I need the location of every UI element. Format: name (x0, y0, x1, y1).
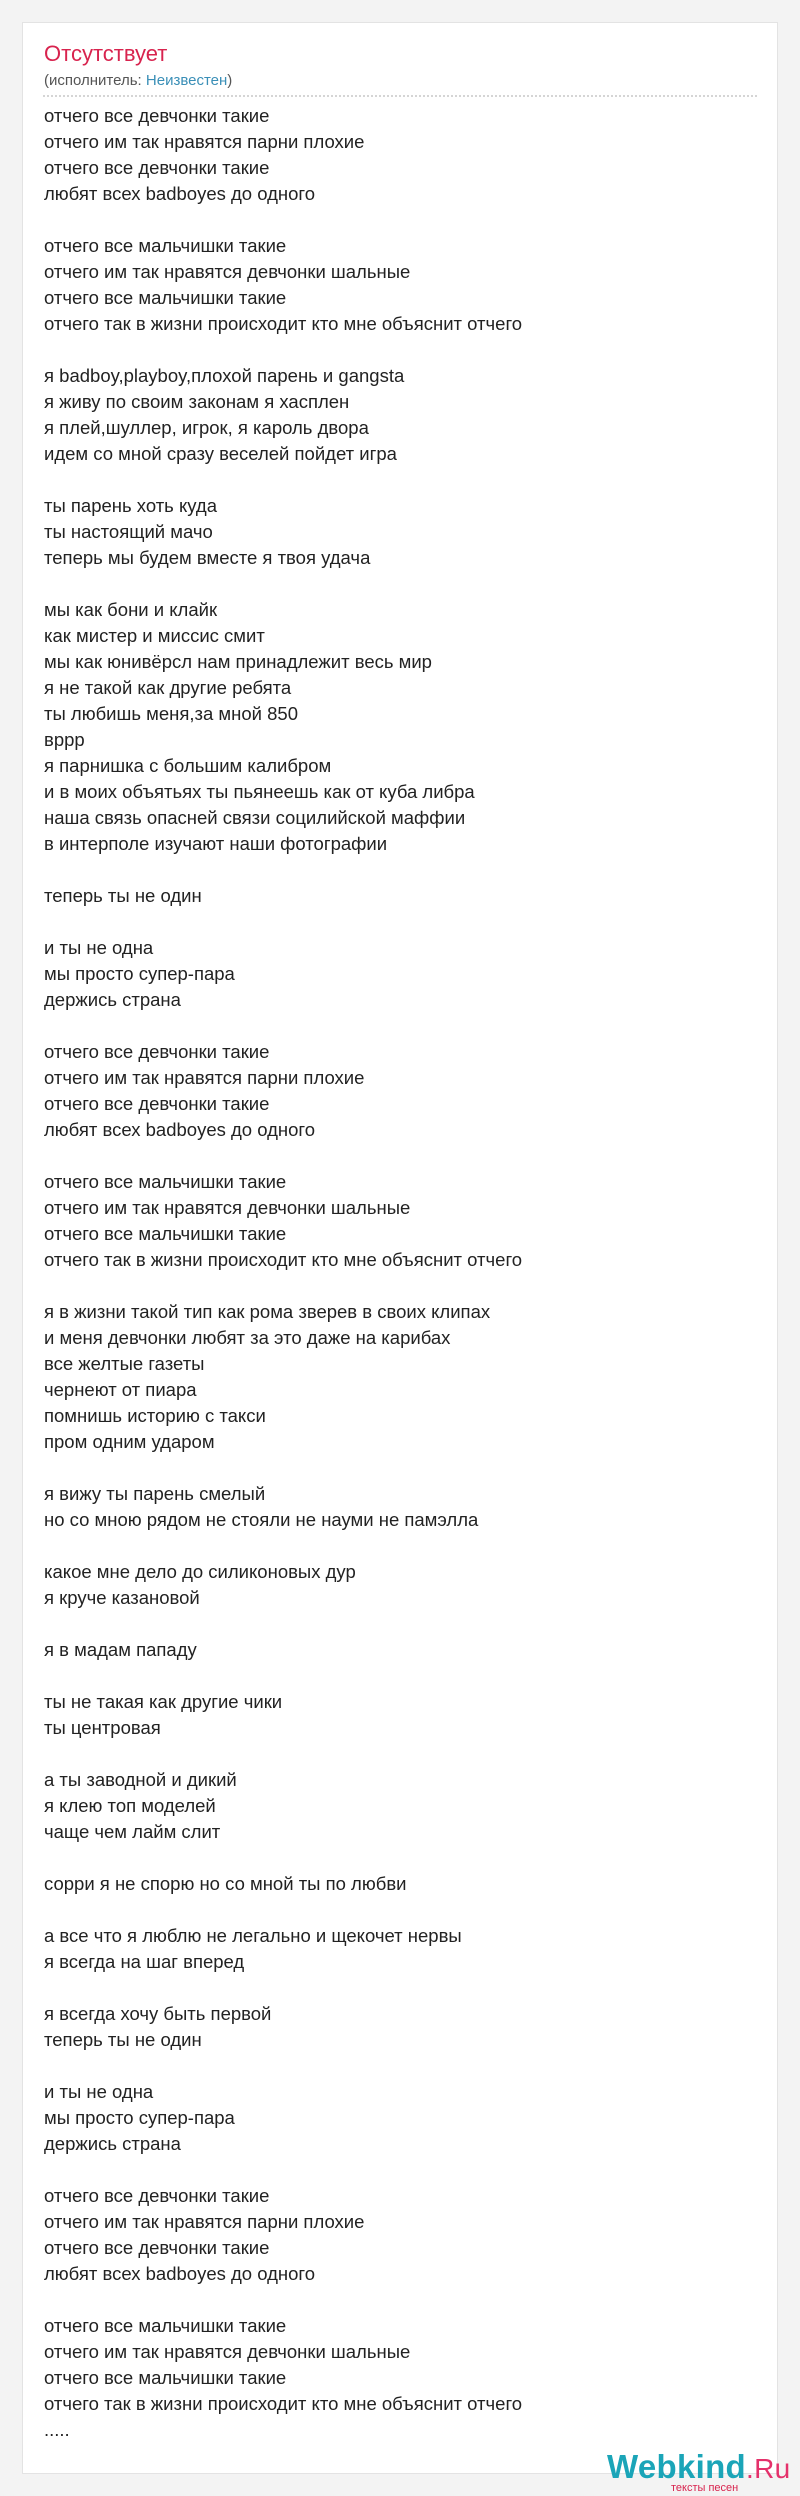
lyric-line: я плей,шуллер, игрок, я кароль двора (44, 417, 369, 438)
lyric-line: ты не такая как другие чики (44, 1691, 283, 1712)
artist-line (44, 71, 232, 91)
lyric-line: ты центровая (44, 1717, 161, 1738)
lyric-line: отчего им так нравятся девчонки шальные (44, 1197, 411, 1218)
lyric-line: в интерполе изучают наши фотографии (44, 833, 388, 854)
artist-link[interactable]: Неизвестен (145, 72, 228, 89)
lyric-line: мы как юнивёрсл нам принадлежит весь мир (44, 651, 432, 672)
lyric-line: отчего им так нравятся девчонки шальные (44, 2341, 411, 2362)
lyric-line: отчего все мальчишки такие (44, 1223, 287, 1244)
lyric-line: отчего так в жизни происходит кто мне объяснит отчего (44, 2393, 523, 2414)
lyric-line: я всегда на шаг вперед (44, 1951, 245, 1972)
lyric-line: чаще чем лайм слит (44, 1821, 221, 1842)
lyric-line: но со мною рядом не стояли не науми не памэлла (44, 1509, 479, 1530)
lyric-line: какое мне дело до силиконовых дур (44, 1561, 356, 1582)
stanza-break (44, 1845, 764, 1871)
stanza-break (44, 467, 764, 493)
lyric-line: отчего все мальчишки такие (44, 2315, 287, 2336)
lyric-line: все желтые газеты (44, 1353, 205, 1374)
webkind-logo[interactable] (607, 2448, 791, 2496)
stanza-break (44, 909, 764, 935)
lyric-line: отчего все мальчишки такие (44, 1171, 287, 1192)
artist-suffix: ) (227, 72, 233, 89)
lyric-line: пром одним ударом (44, 1431, 215, 1452)
lyric-line: отчего им так нравятся парни плохие (44, 131, 365, 152)
lyric-line: отчего им так нравятся парни плохие (44, 2211, 365, 2232)
lyric-line: чернеют от пиара (44, 1379, 197, 1400)
lyric-line: мы как бони и клайк (44, 599, 218, 620)
lyric-line: я в мадам пападу (44, 1639, 197, 1660)
lyric-line: сорри я не спорю но со мной ты по любви (44, 1873, 407, 1894)
lyrics-body (44, 103, 764, 2443)
lyric-line: наша связь опасней связи социлийской маффии (44, 807, 466, 828)
stanza-break (44, 1455, 764, 1481)
stanza-break (44, 2287, 764, 2313)
lyric-line: я в жизни такой тип как рома зверев в своих клипах (44, 1301, 491, 1322)
logo-name: Webkind (607, 2448, 746, 2485)
lyric-line: мы просто супер-пара (44, 963, 235, 984)
title-divider (43, 95, 757, 97)
lyric-line: отчего им так нравятся парни плохие (44, 1067, 365, 1088)
artist-prefix: (исполнитель: (44, 72, 142, 89)
stanza-break (44, 1663, 764, 1689)
lyric-line: и ты не одна (44, 937, 154, 958)
lyric-line: отчего все девчонки такие (44, 1041, 270, 1062)
lyric-line: отчего все мальчишки такие (44, 287, 287, 308)
lyric-line: ты парень хоть куда (44, 495, 217, 516)
lyric-line: отчего все девчонки такие (44, 2237, 270, 2258)
lyric-line: любят всех badboyes до одного (44, 1119, 316, 1140)
lyric-line: держись страна (44, 2133, 181, 2154)
lyric-line: вррр (44, 729, 85, 750)
stanza-break (44, 1273, 764, 1299)
lyric-line: я круче казановой (44, 1587, 200, 1608)
lyric-line: отчего все мальчишки такие (44, 2367, 287, 2388)
lyric-line: отчего так в жизни происходит кто мне объяснит отчего (44, 313, 523, 334)
lyric-line: ты настоящий мачо (44, 521, 213, 542)
lyric-line: отчего все девчонки такие (44, 157, 270, 178)
stanza-break (44, 1975, 764, 2001)
lyric-line: отчего им так нравятся девчонки шальные (44, 261, 411, 282)
lyric-line: держись страна (44, 989, 181, 1010)
logo-tld: .Ru (746, 2453, 791, 2484)
lyrics-page (22, 22, 791, 2494)
lyric-line: я парнишка с большим калибром (44, 755, 332, 776)
stanza-break (44, 857, 764, 883)
stanza-break (44, 337, 764, 363)
stanza-break (44, 2157, 764, 2183)
lyric-line: и меня девчонки любят за это даже на карибах (44, 1327, 451, 1348)
lyric-line: я вижу ты парень смелый (44, 1483, 266, 1504)
lyric-line: я всегда хочу быть первой (44, 2003, 272, 2024)
lyric-line: отчего все девчонки такие (44, 2185, 270, 2206)
lyric-line: теперь мы будем вместе я твоя удача (44, 547, 371, 568)
lyric-line: идем со мной сразу веселей пойдет игра (44, 443, 397, 464)
stanza-break (44, 207, 764, 233)
lyric-line: отчего так в жизни происходит кто мне объяснит отчего (44, 1249, 523, 1270)
stanza-break (44, 1611, 764, 1637)
lyric-line: как мистер и миссис смит (44, 625, 265, 646)
stanza-break (44, 1533, 764, 1559)
stanza-break (44, 571, 764, 597)
logo-tagline: тексты песен (671, 2482, 739, 2494)
lyric-line: любят всех badboyes до одного (44, 2263, 316, 2284)
lyric-line: отчего все девчонки такие (44, 105, 270, 126)
stanza-break (44, 1143, 764, 1169)
lyric-line: и в моих объятьях ты пьянеешь как от куба либра (44, 781, 475, 802)
stanza-break (44, 2053, 764, 2079)
lyric-line: я клею топ моделей (44, 1795, 216, 1816)
lyric-line: отчего все девчонки такие (44, 1093, 270, 1114)
lyric-line: ..... (44, 2419, 70, 2440)
lyric-line: я badboy,playboy,плохой парень и gangsta (44, 365, 405, 386)
stanza-break (44, 1741, 764, 1767)
lyric-line: а ты заводной и дикий (44, 1769, 237, 1790)
lyric-line: и ты не одна (44, 2081, 154, 2102)
lyric-line: отчего все мальчишки такие (44, 235, 287, 256)
lyric-line: мы просто супер-пара (44, 2107, 235, 2128)
lyric-line: теперь ты не один (44, 2029, 202, 2050)
lyric-line: любят всех badboyes до одного (44, 183, 316, 204)
lyric-line: я живу по своим законам я хасплен (44, 391, 350, 412)
lyric-line: теперь ты не один (44, 885, 202, 906)
stanza-break (44, 1013, 764, 1039)
lyric-line: ты любишь меня,за мной 850 (44, 703, 298, 724)
song-title: Отсутствует (44, 41, 168, 66)
stanza-break (44, 1897, 764, 1923)
lyric-line: а все что я люблю не легально и щекочет нервы (44, 1925, 462, 1946)
lyric-line: помнишь историю с такси (44, 1405, 266, 1426)
lyric-line: я не такой как другие ребята (44, 677, 292, 698)
